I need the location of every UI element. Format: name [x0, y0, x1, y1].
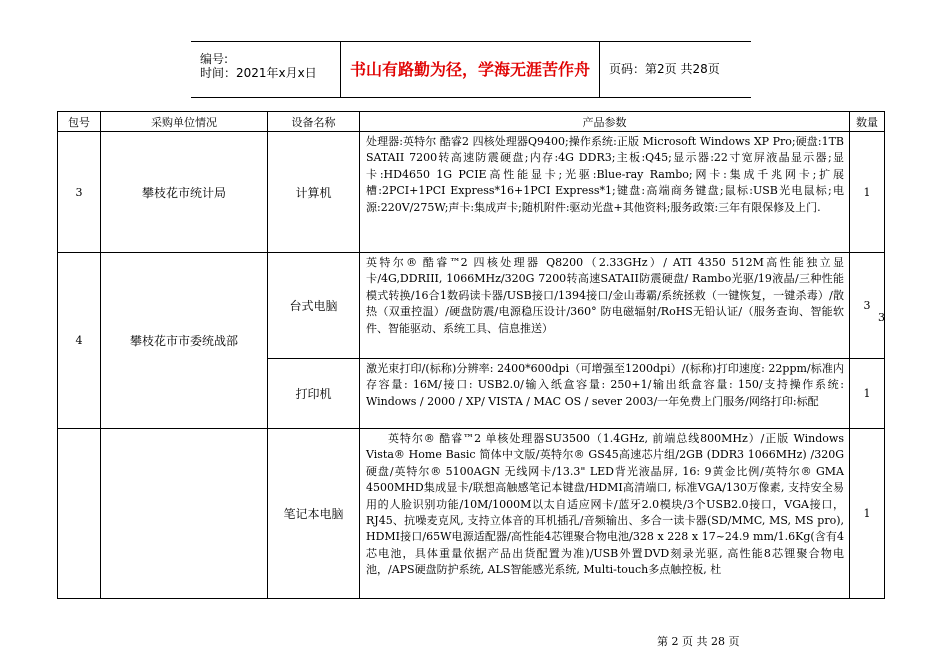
header-motto: 书山有路勤为径，学海无涯苦作舟	[341, 42, 600, 97]
col-header-device: 设备名称	[268, 112, 360, 132]
table-row	[58, 429, 885, 599]
col-header-pkg: 包号	[58, 112, 101, 132]
product-params: 英特尔® 酷睿™2 四核处理器 Q8200（2.33GHz）/ ATI 4350 512M高性能独立显卡/4G,DDRIII, 1066MHz/320G 7200转高速SATAII防震硬盘/ Rambo光驱/19液晶/三种性能模式转换/16合1数码读卡器/USB接口/1394接口/金山毒霸/系统拯救（一键恢复，一键杀毒）/散热（双重控温）/硬盘防震/电源稳压设计/360° 防电磁辐射/RoHS无铅认证/（服务查询、智能软件、智能驱动、系统工具、信息推送）	[360, 253, 850, 359]
quantity: 1	[850, 359, 885, 429]
quantity: 1	[850, 429, 885, 599]
purchasing-unit: 攀枝花市统计局	[101, 132, 268, 253]
header-meta	[191, 42, 341, 97]
table-header-row	[58, 112, 885, 132]
pkg-number	[58, 429, 101, 599]
procurement-table	[57, 111, 885, 599]
product-params: 激光束打印/(标称)分辨率: 2400*600dpi（可增强至1200dpi）/(标称)打印速度: 22ppm/标准内存容量: 16M/接口: USB2.0/输入纸盒容量: 250+1/输出纸盒容量: 150/支持操作系统: Windows / 2000 / XP/ VISTA / MAC OS / sever 2003/一年免费上门服务/网络打印:标配	[360, 359, 850, 429]
device-name: 台式电脑	[268, 253, 360, 359]
table-row	[58, 253, 885, 359]
stray-quantity: 3	[878, 311, 885, 324]
col-header-unit: 采购单位情况	[101, 112, 268, 132]
quantity: 3	[850, 253, 885, 359]
quantity: 1	[850, 132, 885, 253]
doc-time-label: 时间：2021年x月x日	[200, 66, 317, 80]
page-header	[191, 41, 751, 98]
purchasing-unit: 攀枝花市市委统战部	[101, 253, 268, 429]
header-page-label: 页码：第2页 共28页	[609, 62, 720, 76]
purchasing-unit	[101, 429, 268, 599]
device-name: 计算机	[268, 132, 360, 253]
device-name: 打印机	[268, 359, 360, 429]
product-params: 处理器:英特尔 酷睿2 四核处理器Q9400;操作系统:正版 Microsoft Windows XP Pro;硬盘:1TB SATAII 7200转高速防震硬盘;内存:4G DDR3;主板:Q45;显示器:22寸宽屏液晶显示器;显卡:HD4650 1G PCIE高性能显卡;光驱:Blue-ray Rambo;网卡:集成千兆网卡;扩展槽:2PCI+1PCI Express*16+1PCI Express*1;键盘:高端商务键盘;鼠标:USB光电鼠标;电源:220V/275W;声卡:集成声卡;随机附件:驱动光盘+其他资料;服务政策:三年有限保修及上门.	[360, 132, 850, 253]
doc-number-label: 编号:	[200, 52, 229, 66]
device-name: 笔记本电脑	[268, 429, 360, 599]
product-params: 英特尔® 酷睿™2 单核处理器SU3500（1.4GHz, 前端总线800MHz）/正版 Windows Vista® Home Basic 简体中文版/英特尔® GS45高速芯片组/2GB (DDR3 1066MHz) /320G硬盘/英特尔® 5100AGN 无线网卡/13.3" LED背光液晶屏, 16: 9黄金比例/英特尔® GMA 4500MHD集成显卡/联想高触感笔记本键盘/HDMI高清端口, 标准VGA/130万像素, 支持安全易用的人脸识别功能/10M/1000M以太自适应网卡/蓝牙2.0模块/3个USB2.0接口，VGA接口，RJ45、抗噪麦克风, 支持立体音的耳机插孔/音频输出、多合一读卡器(SD/MMC, MS, MS pro), HDMI接口/65W电源适配器/高性能4芯锂聚合物电池/328 x 228 x 17~24.9 mm/1.6Kg(含有4芯电池，具体重量依据产品出货配置为准)/USB外置DVD刻录光驱, 高性能8芯锂聚合物电池，/APS硬盘防护系统, ALS智能感光系统, Multi-touch多点触控板, 杜	[360, 429, 850, 599]
table-row	[58, 132, 885, 253]
page-footer: 第 2 页 共 28 页	[657, 635, 740, 648]
col-header-params: 产品参数	[360, 112, 850, 132]
col-header-qty: 数量	[850, 112, 885, 132]
pkg-number: 3	[58, 132, 101, 253]
pkg-number: 4	[58, 253, 101, 429]
